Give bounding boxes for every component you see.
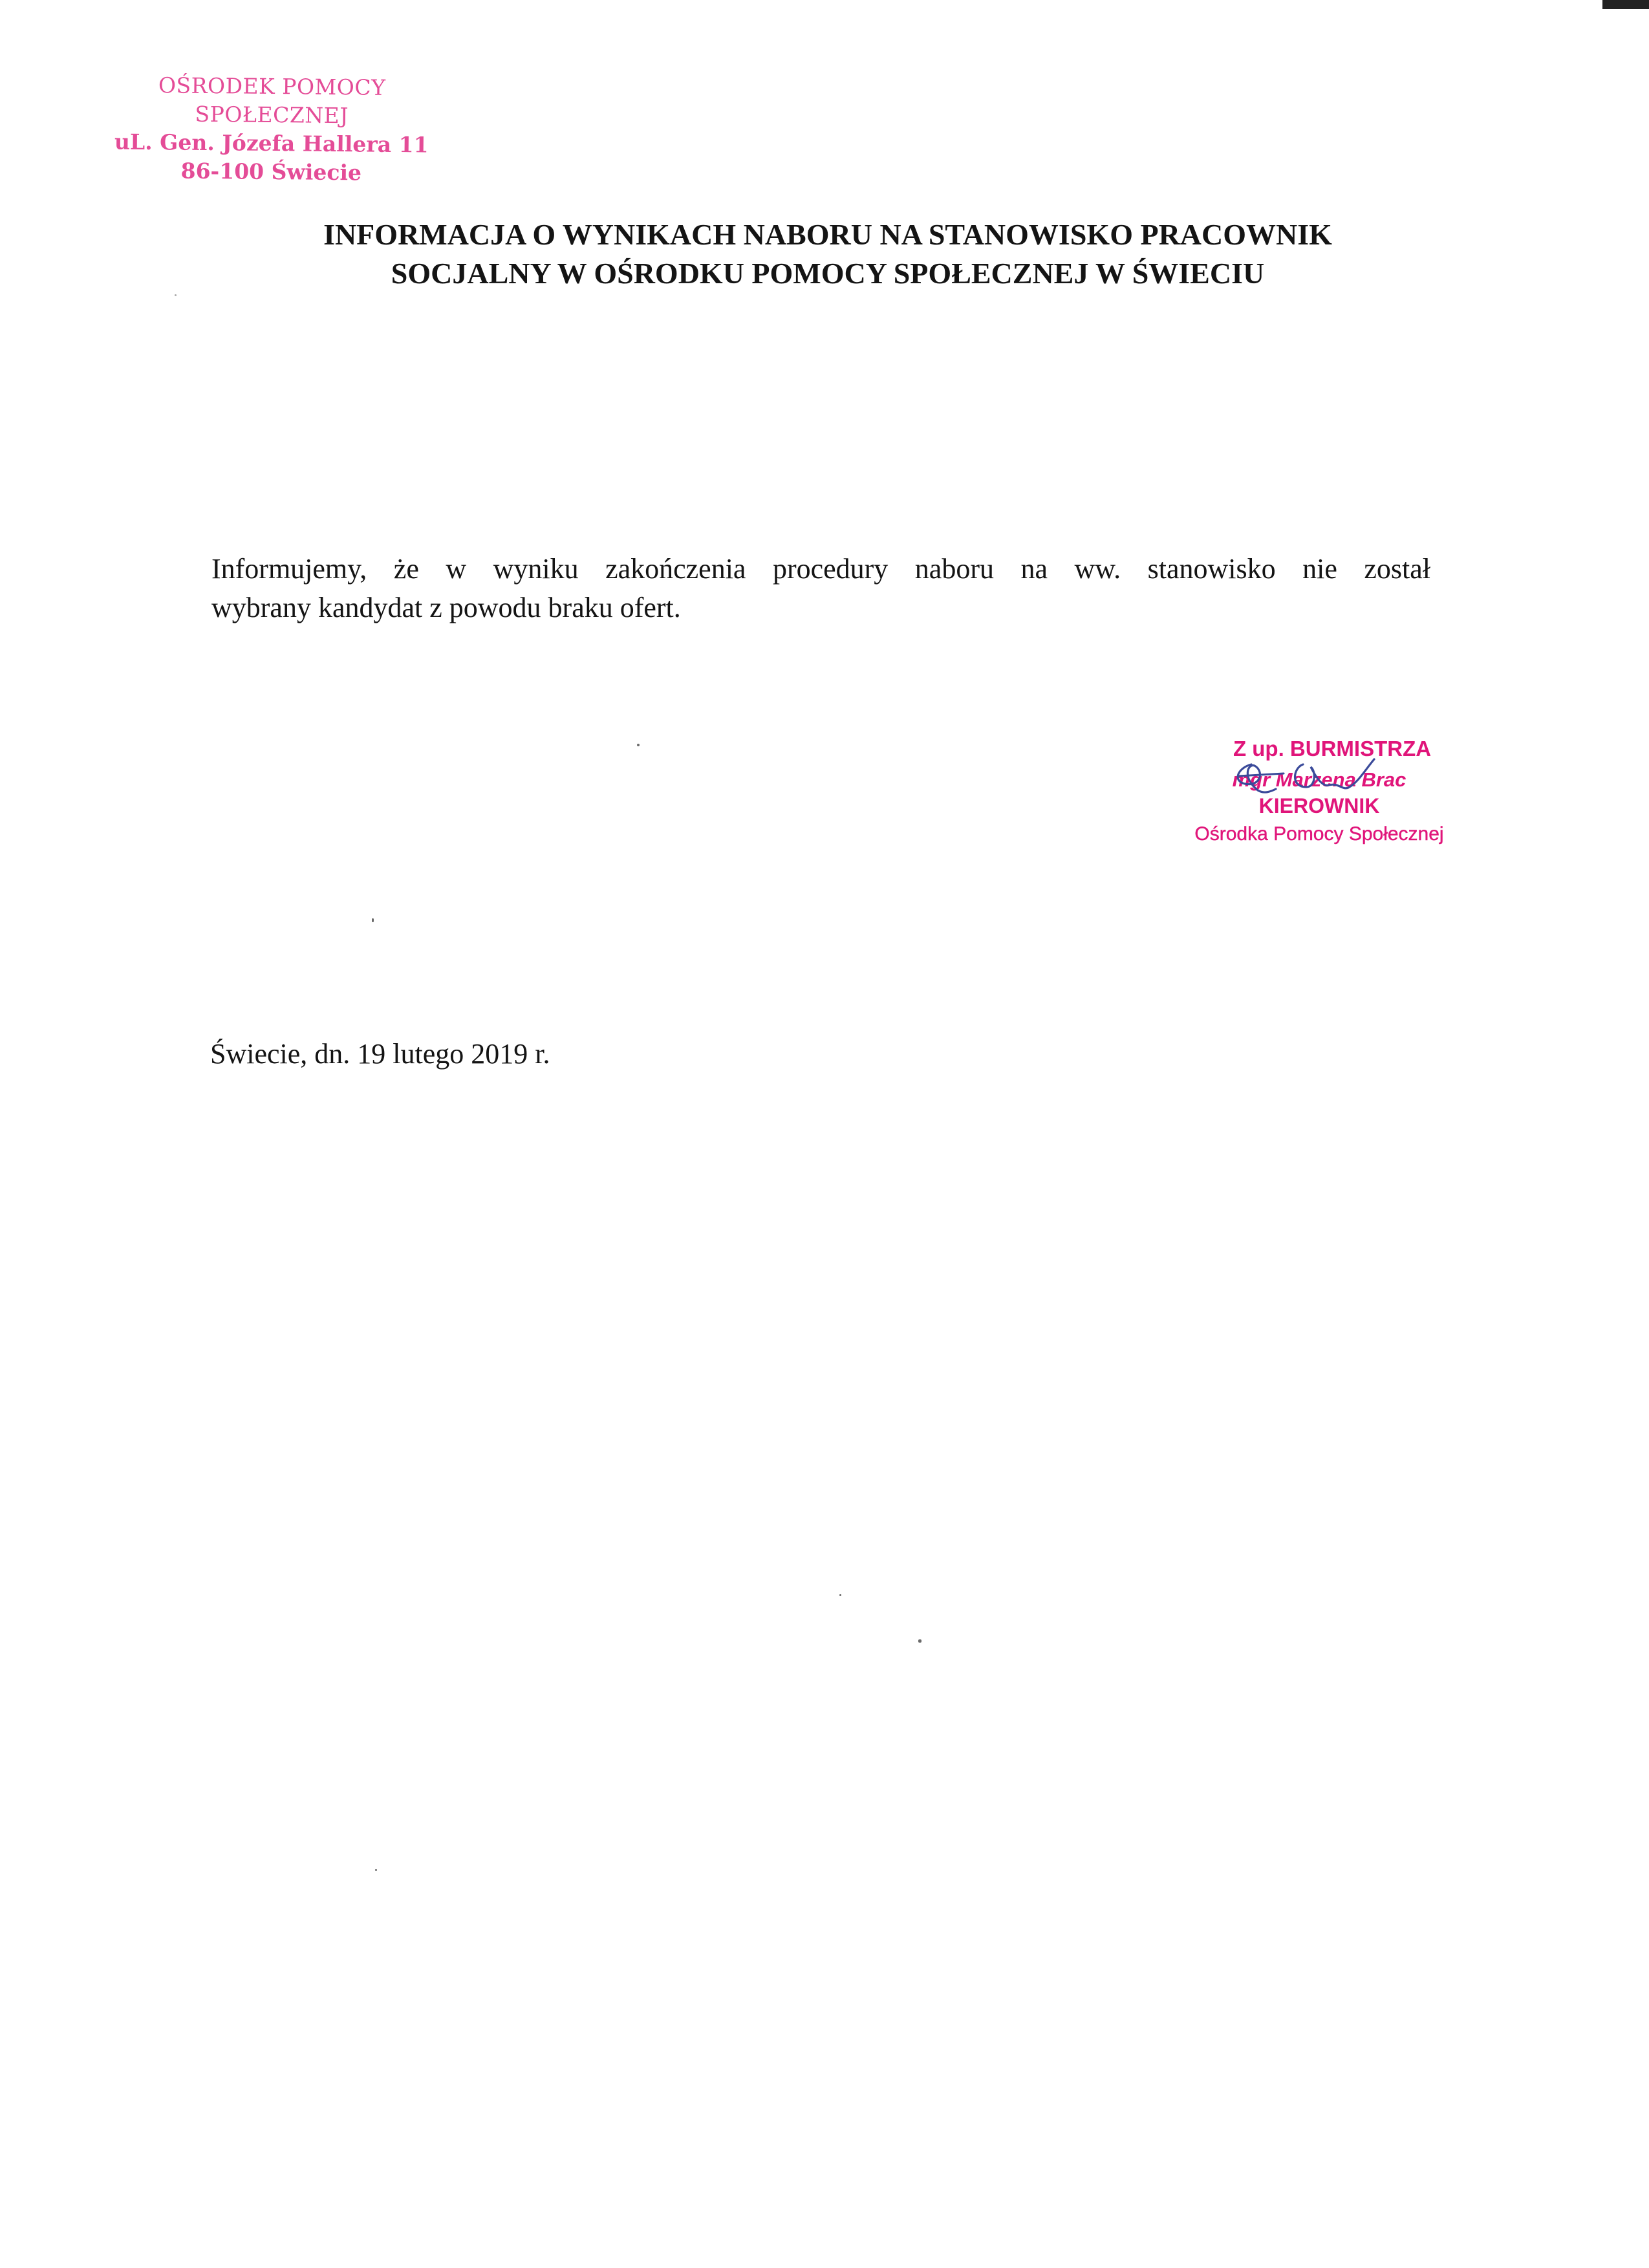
- stamp-street: uL. Gen. Józefa Hallera 11: [114, 129, 429, 158]
- signature-authority: Z up. BURMISTRZA: [1233, 737, 1432, 761]
- document-title: [194, 215, 1461, 293]
- scan-speck: [637, 744, 640, 746]
- body-line-2: wybrany kandydat z powodu braku ofert.: [211, 592, 681, 623]
- stamp-institution-name: OŚRODEK POMOCY SPOŁECZNEJ: [158, 72, 386, 129]
- scan-edge-mark: [1602, 0, 1649, 9]
- scan-speck: [175, 294, 177, 296]
- title-line-2: SOCJALNY W OŚRODKU POMOCY SPOŁECZNEJ W ŚWIECIU: [391, 257, 1265, 290]
- stamp-city: 86-100 Świecie: [180, 158, 362, 186]
- scan-speck: [375, 1869, 377, 1871]
- handwritten-signature: [1225, 751, 1419, 803]
- scan-speck: [839, 1594, 841, 1596]
- signature-position: KIEROWNIK: [1258, 794, 1380, 817]
- signature-organization: Ośrodka Pomocy Społecznej: [1194, 823, 1444, 845]
- scan-speck: [372, 918, 374, 922]
- signature-name: mgr Marzena Brac: [1232, 768, 1406, 791]
- document-date: Świecie, dn. 19 lutego 2019 r.: [210, 1038, 550, 1070]
- scan-speck: [918, 1639, 921, 1643]
- body-line-1: Informujemy, że w wyniku zakończenia procedury naboru na ww. stanowisko nie został: [211, 553, 1430, 585]
- title-line-1: INFORMACJA O WYNIKACH NABORU NA STANOWISKO PRACOWNIK: [323, 218, 1332, 251]
- institution-stamp: [90, 70, 453, 188]
- body-paragraph: [211, 550, 1430, 627]
